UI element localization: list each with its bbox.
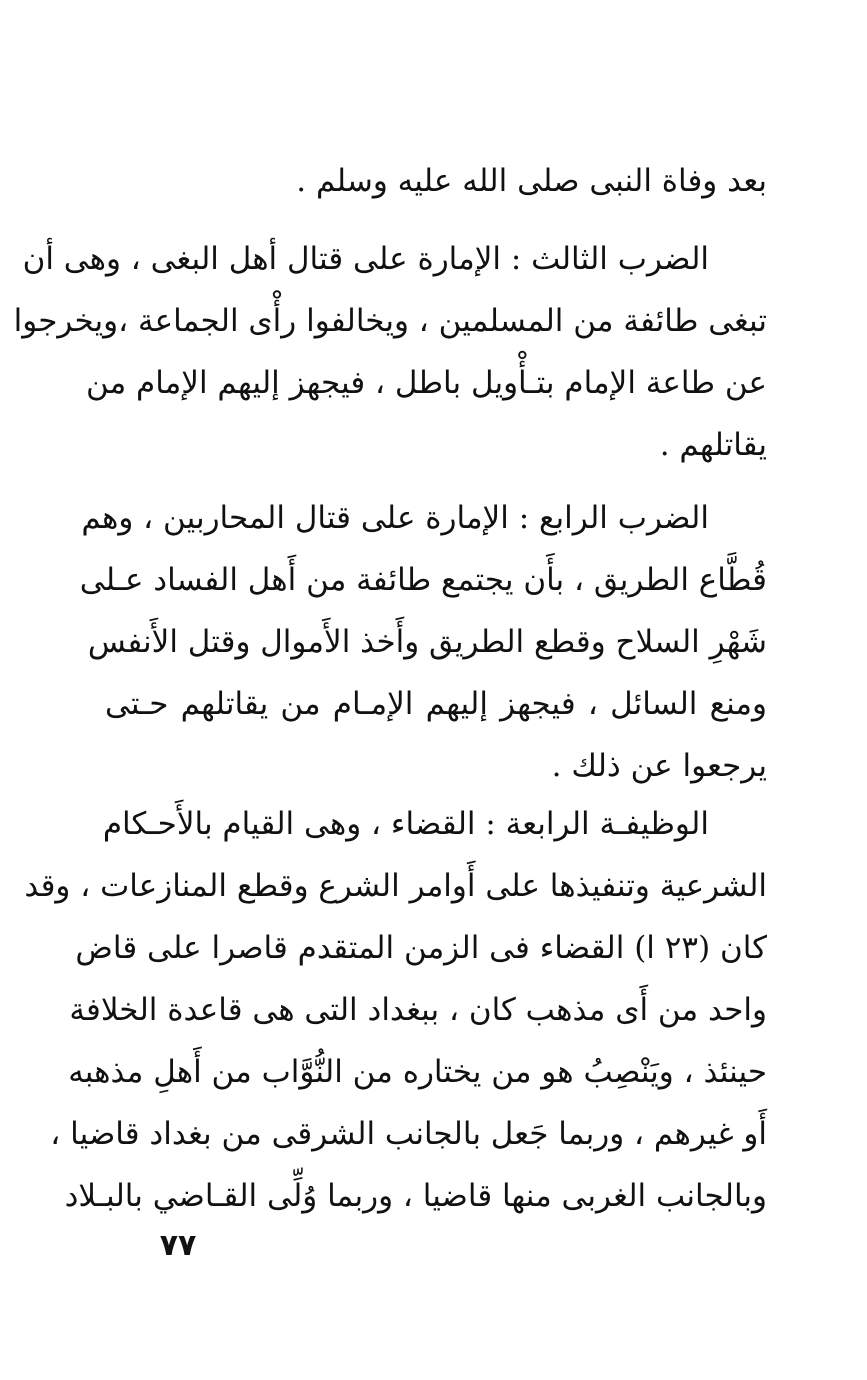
paragraph-4-line-3: كان (٢٣ ا) القضاء فى الزمن المتقدم قاصرا على قاض xyxy=(75,930,767,966)
paragraph-2-line-3: عن طاعة الإمام بتـأْويل باطل ، فيجهز إليهم الإمام من xyxy=(85,365,767,401)
paragraph-3-line-4: ومنع السائل ، فيجهز إليهم الإمـام من يقاتلهم حـتى xyxy=(105,686,767,722)
paragraph-2-line-1: الضرب الثالث : الإمارة على قتال أهل البغى ، وهى أن xyxy=(22,241,709,277)
paragraph-1 xyxy=(105,150,767,212)
paragraph-3-line-3: شَهْرِ السلاح وقطع الطريق وأَخذ الأَموال وقتل الأَنفس xyxy=(87,624,767,660)
paragraph-1-line-1: بعد وفاة النبى صلى الله عليه وسلم . xyxy=(296,163,767,199)
paragraph-4 xyxy=(24,793,767,1227)
paragraph-3-line-5: يرجعوا عن ذلك . xyxy=(551,748,767,784)
paragraph-2 xyxy=(13,228,767,476)
paragraph-4-line-7: وبالجانب الغربى منها قاضيا ، وربما وُلِّى القـاضي بالبـلاد xyxy=(64,1178,767,1214)
paragraph-3 xyxy=(79,487,767,797)
paragraph-2-line-4: يقاتلهم . xyxy=(659,427,767,463)
page-number: ٧٧ xyxy=(159,1228,197,1263)
paragraph-4-line-1: الوظيفـة الرابعة : القضاء ، وهى القيام بالأَحـكام xyxy=(102,806,709,842)
paragraph-4-line-5: حينئذ ، ويَنْصِبُ هو من يختاره من النُّوَّاب من أَهلِ مذهبه xyxy=(68,1054,767,1090)
paragraph-3-line-1: الضرب الرابع : الإمارة على قتال المحاربين ، وهم xyxy=(81,500,709,536)
paragraph-4-line-2: الشرعية وتنفيذها على أَوامر الشرع وقطع المنازعات ، وقد xyxy=(24,868,767,904)
paragraph-3-line-2: قُطَّاع الطريق ، بأَن يجتمع طائفة من أَهل الفساد عـلى xyxy=(79,562,767,598)
paragraph-4-line-6: أَو غيرهم ، وربما جَعل بالجانب الشرقى من بغداد قاضيا ، xyxy=(50,1116,767,1152)
paragraph-2-line-2: تبغى طائفة من المسلمين ، ويخالفوا رأْى الجماعة ،ويخرجوا xyxy=(13,303,767,339)
paragraph-4-line-4: واحد من أَى مذهب كان ، ببغداد التى هى قاعدة الخلافة xyxy=(69,992,767,1028)
